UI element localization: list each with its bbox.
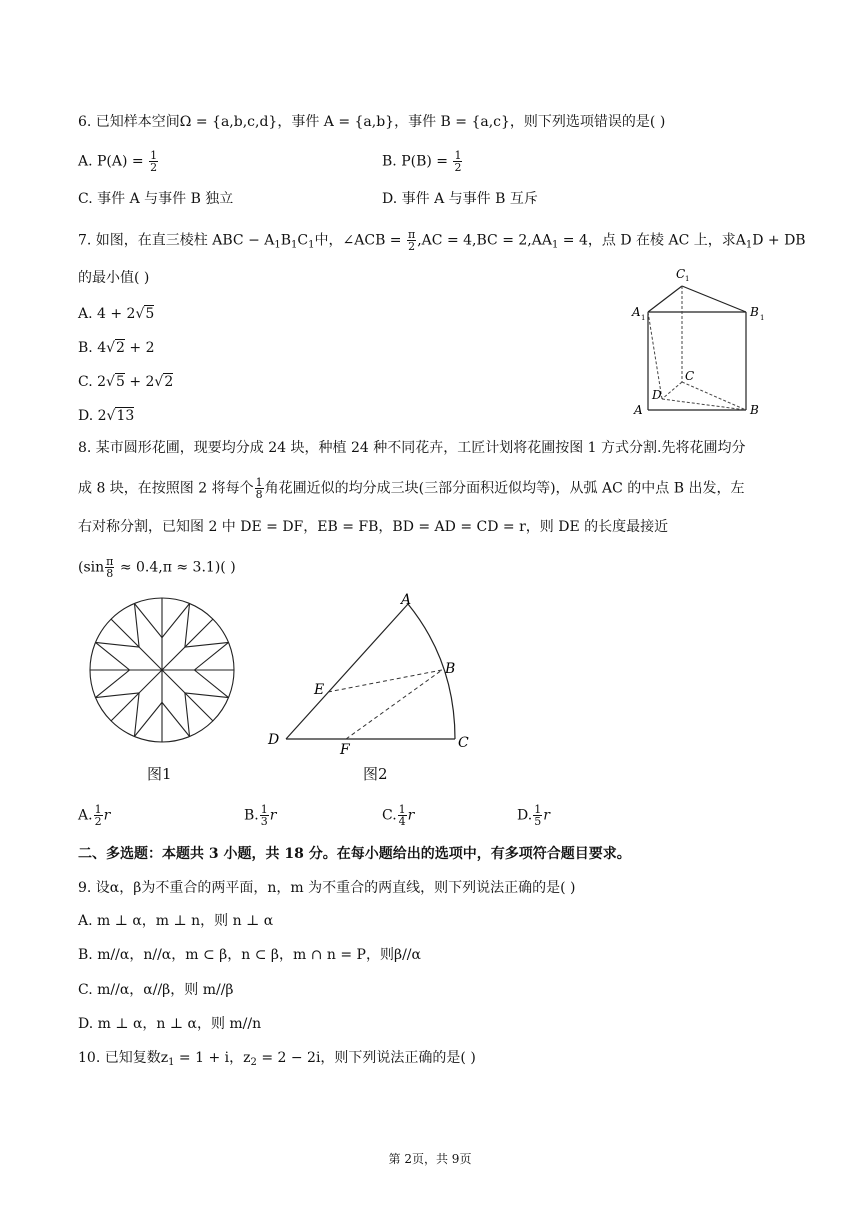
fig2-label-a: A bbox=[401, 592, 412, 608]
label-c: C bbox=[685, 369, 695, 383]
fig2-label-c: C bbox=[458, 735, 469, 751]
q9-option-a: A. m ⊥ α，m ⊥ n，则 n ⊥ α bbox=[78, 913, 274, 929]
label-b: B bbox=[750, 403, 759, 417]
fig2-label-e: E bbox=[314, 682, 325, 698]
figure-2-sector bbox=[260, 592, 480, 758]
q9-option-c: C. m//α，α//β，则 m//β bbox=[78, 982, 234, 998]
q9-option-d: D. m ⊥ α，n ⊥ α，则 m//n bbox=[78, 1016, 262, 1032]
label-c1: C bbox=[676, 267, 686, 281]
q7-option-c: C. 2√5 + 2√2 bbox=[78, 374, 174, 390]
q7-stem: 7. 如图，在直三棱柱 ABC − $A_1B_1C_1$中，∠ACB = $\frac{\pi}{2}$ $,AC = 4,BC = 2,AA_1 = 4$，点 D 在棱 AC 上，求$A_1D$ + DB bbox=[78, 228, 806, 253]
q6-stem: 6. 已知样本空间Ω = {a,b,c,d}，事件 A = {a,b}，事件 B = {a,c}，则下列选项错误的是( ) bbox=[78, 114, 666, 130]
q7-option-a: A. 4 + 2√5 bbox=[78, 306, 155, 322]
figure-2-caption: 图2 bbox=[363, 765, 388, 783]
figure-1-caption: 图1 bbox=[147, 765, 172, 783]
figure-1-circle bbox=[82, 596, 242, 746]
q8-stem-line3: 右对称分割，已知图 2 中 DE = DF，EB = FB，BD = AD = CD = r，则 DE 的长度最接近 bbox=[78, 519, 669, 535]
label-b1: B bbox=[750, 305, 759, 319]
label-c1-sub: 1 bbox=[685, 275, 690, 283]
q7-stem-line2: 的最小值( ) bbox=[78, 270, 150, 286]
q6-option-b: B. P(B) = $\frac{1}{2}$ bbox=[382, 149, 462, 174]
fig2-label-b: B bbox=[445, 661, 456, 677]
q6-option-c: C. 事件 A 与事件 B 独立 bbox=[78, 191, 234, 207]
label-a1: A bbox=[632, 305, 641, 319]
prism-figure bbox=[628, 262, 776, 424]
q8-option-c: C. $\frac{1}{4}$ r bbox=[382, 803, 415, 828]
q10-stem: 10. 已知复数$z_1 = 1 + i$，$z_2 = 2 - 2i$，则下列说法正确的是( ) bbox=[78, 1050, 476, 1068]
q9-stem: 9. 设α，β为不重合的两平面，n，m 为不重合的两直线，则下列说法正确的是( ) bbox=[78, 880, 576, 896]
q8-stem-line1: 8. 某市圆形花圃，现要均分成 24 块，种植 24 种不同花卉，工匠计划将花圃按图 1 方式分割.先将花圃均分 bbox=[78, 440, 746, 456]
q8-option-a: A. $\frac{1}{2}$ r bbox=[78, 803, 111, 828]
section-2-heading: 二、多选题：本题共 3 小题，共 18 分。在每小题给出的选项中，有多项符合题目要求。 bbox=[78, 846, 631, 862]
q9-option-b: B. m//α，n//α，m ⊂ β，n ⊂ β，m ∩ n = P，则β//α bbox=[78, 947, 421, 963]
label-d: D bbox=[652, 388, 662, 402]
page-footer: 第 2页，共 9页 bbox=[388, 1152, 472, 1166]
q7-option-b: B. 4√2 + 2 bbox=[78, 340, 155, 356]
q8-stem-line4: (sin $\frac{\pi}{8}$ ≈ 0.4,π ≈ 3.1)( ) bbox=[78, 555, 236, 580]
label-b1-sub: 1 bbox=[760, 314, 765, 322]
q8-option-b: B. $\frac{1}{3}$ r bbox=[244, 803, 277, 828]
q7-option-d: D. 2√13 bbox=[78, 408, 135, 424]
q8-option-d: D. $\frac{1}{5}$ r bbox=[517, 803, 550, 828]
label-a: A bbox=[634, 403, 643, 417]
q8-stem-line2: 成 8 块，在按照图 2 将每个 $\frac{1}{8}$ 角花圃近似的均分成三块(三部分面积近似均等)，从弧 AC 的中点 B 出发，左 bbox=[78, 476, 745, 501]
q6-option-a: A. P(A) = $\frac{1}{2}$ bbox=[78, 149, 158, 174]
fig2-label-d: D bbox=[268, 732, 280, 748]
fig2-label-f: F bbox=[340, 742, 350, 758]
q6-option-d: D. 事件 A 与事件 B 互斥 bbox=[382, 191, 538, 207]
label-a1-sub: 1 bbox=[641, 314, 646, 322]
